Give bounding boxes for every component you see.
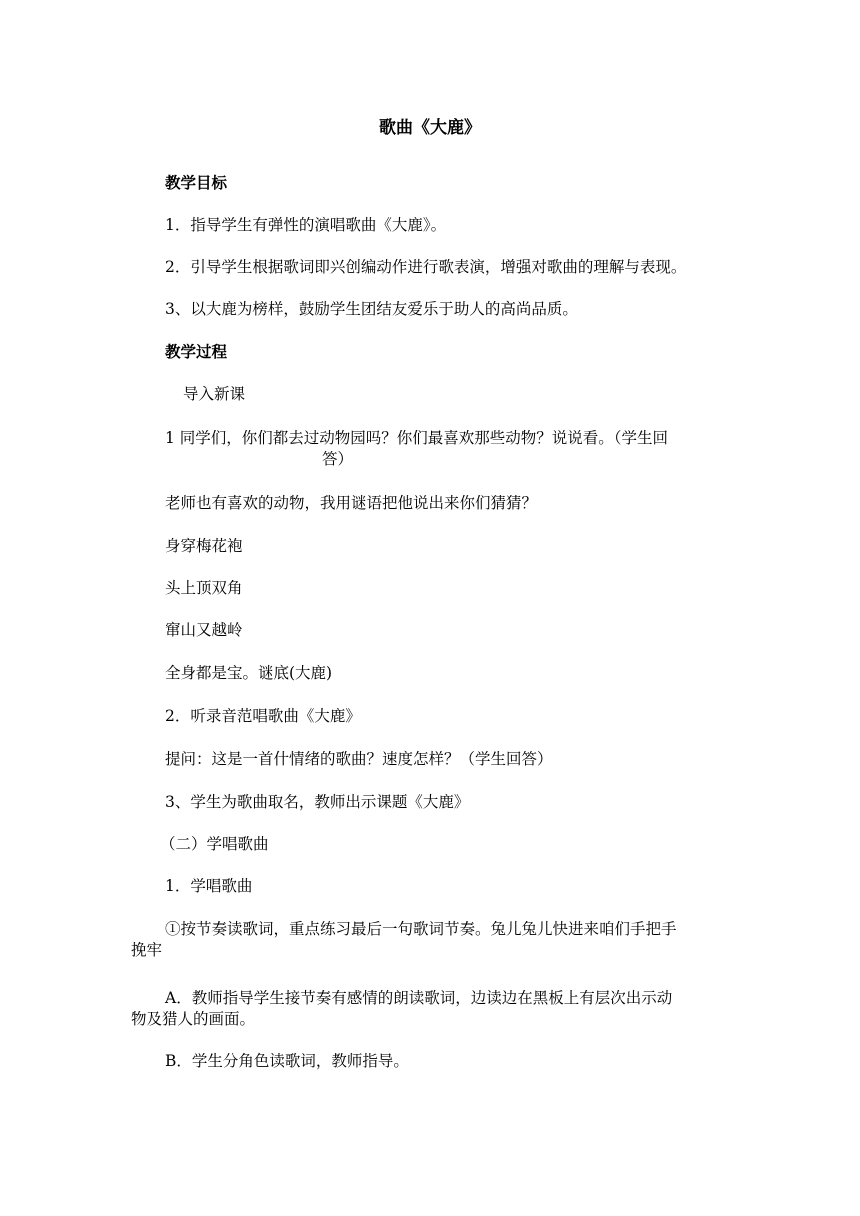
step-2: 2．听录音范唱歌曲《大鹿》: [165, 707, 361, 725]
teacher-line: 老师也有喜欢的动物，我用谜语把他说出来你们猜猜？: [165, 494, 538, 512]
riddle-line-3: 窜山又越岭: [165, 621, 243, 639]
goal-item-3: 3、以大鹿为榜样，鼓励学生团结友爱乐于助人的高尚品质。: [165, 300, 578, 318]
item-a-line-1: A．教师指导学生接节奏有感情的朗读歌词，边读边在黑板上有层次出示动: [165, 989, 673, 1007]
question-line: 提问：这是一首什情绪的歌曲？速度怎样？（学生回答）: [165, 750, 553, 768]
section-2-heading: （二）学唱歌曲: [160, 835, 269, 853]
question-1-line-1: 1 同学们，你们都去过动物园吗？你们最喜欢那些动物？说说看。（学生回: [165, 429, 669, 447]
process-heading: 教学过程: [165, 342, 228, 361]
goal-item-2: 2．引导学生根据歌词即兴创编动作进行歌表演，增强对歌曲的理解与表现。: [165, 258, 687, 276]
question-1-line-2: 答）: [322, 450, 354, 468]
item-a-line-2: 物及猎人的画面。: [131, 1010, 256, 1028]
sub-heading-1: 1．学唱歌曲: [165, 877, 253, 895]
item-1-line-2: 挽牢: [131, 941, 163, 959]
step-3: 3、学生为歌曲取名，教师出示课题《大鹿》: [165, 793, 470, 811]
riddle-line-1: 身穿梅花袍: [165, 537, 243, 555]
goal-item-1: 1．指导学生有弹性的演唱歌曲《大鹿》。: [165, 216, 447, 234]
item-b: B．学生分角色读歌词，教师指导。: [165, 1052, 409, 1070]
intro-label: 导入新课: [183, 385, 246, 403]
riddle-line-2: 头上顶双角: [165, 579, 243, 597]
item-1-line-1: ①按节奏读歌词，重点练习最后一句歌词节奏。兔儿兔儿快进来咱们手把手: [165, 920, 677, 938]
document-title: 歌曲《大鹿》: [379, 118, 481, 138]
riddle-line-4: 全身都是宝。谜底(大鹿): [165, 664, 333, 682]
goals-heading: 教学目标: [165, 173, 228, 192]
